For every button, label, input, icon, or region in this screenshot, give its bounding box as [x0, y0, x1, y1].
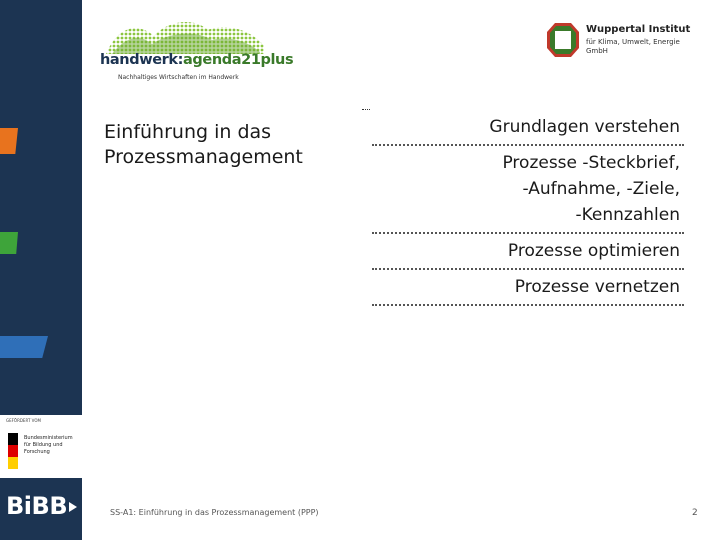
ministry-name: Bundesministerium für Bildung und Forschung — [24, 435, 73, 455]
topic-menu — [372, 110, 684, 306]
agenda-brand — [100, 52, 293, 68]
menu-item-label: Prozesse vernetzen — [514, 277, 680, 297]
agenda21plus-logo — [100, 16, 294, 86]
slide-title-line-1: Einführung in das — [104, 121, 272, 143]
section-tab-orange[interactable] — [0, 128, 18, 154]
menu-item-label: Grundlagen verstehen — [489, 117, 680, 137]
menu-item-steckbrief[interactable] — [372, 146, 684, 234]
slide-title-line-2: Prozessmanagement — [104, 146, 303, 168]
agenda-brand-part1: handwerk: — [100, 52, 184, 68]
menu-item-label: -Kennzahlen — [575, 205, 680, 225]
bibb-logo-text: BiBB — [6, 492, 68, 520]
page-number: 2 — [692, 508, 698, 518]
menu-item-label: Prozesse optimieren — [507, 241, 680, 261]
green-hills-icon — [100, 16, 270, 56]
agenda-tagline: Nachhaltiges Wirtschaften im Handwerk — [118, 74, 239, 81]
menu-item-vernetzen[interactable] — [372, 270, 684, 306]
funding-caption: GEFÖRDERT VOM — [6, 418, 41, 423]
wuppertal-name: Wuppertal Institut — [586, 24, 691, 35]
bibb-arrow-icon — [69, 502, 77, 512]
left-sidebar — [0, 0, 82, 415]
section-tab-green[interactable] — [0, 232, 18, 254]
wuppertal-mark-icon — [546, 22, 580, 58]
menu-item-grundlagen[interactable] — [372, 110, 684, 146]
menu-item-label: Prozesse -Steckbrief, — [502, 153, 680, 173]
agenda-brand-part2: agenda21plus — [183, 52, 294, 68]
funding-logo — [0, 415, 82, 475]
menu-item-optimieren[interactable] — [372, 234, 684, 270]
menu-item-label: -Aufnahme, -Ziele, — [522, 179, 680, 199]
wuppertal-subtitle: für Klima, Umwelt, Energie GmbH — [586, 38, 680, 55]
bibb-logo — [0, 478, 82, 540]
section-tab-blue[interactable] — [0, 336, 48, 358]
wuppertal-institut-logo — [546, 20, 716, 64]
dotted-marker — [362, 109, 370, 110]
german-flag-icon — [8, 433, 18, 469]
slide-title — [104, 120, 354, 170]
footer-text: SS-A1: Einführung in das Prozessmanagement (PPP) — [110, 508, 319, 517]
